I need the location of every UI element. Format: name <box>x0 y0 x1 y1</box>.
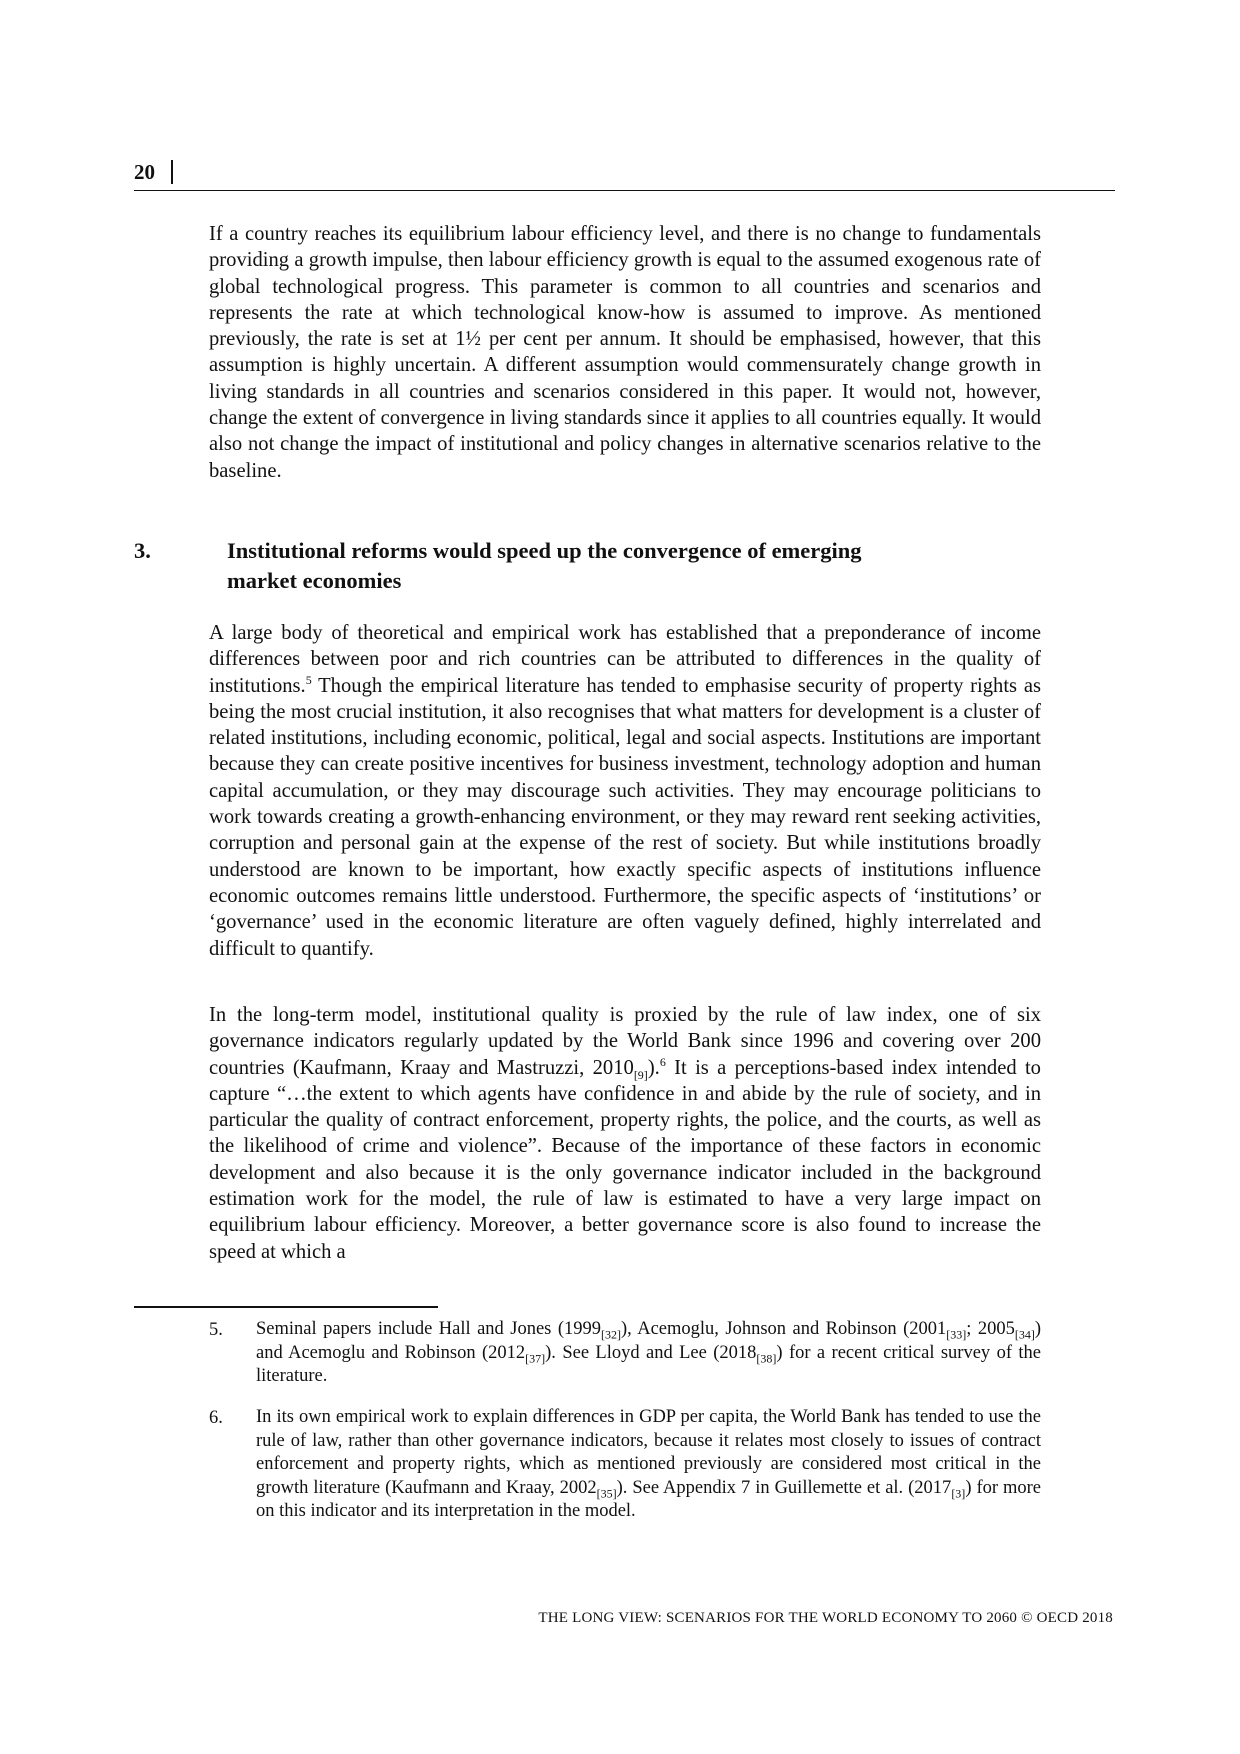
footnote-text: Seminal papers include Hall and Jones (1999 <box>256 1319 601 1339</box>
paragraph-text: Though the empirical literature has tended to emphasise security of property rights as being the most crucial institution, it also recognises that what matters for development is a cluster of related institutions, including economic, political, legal and social aspects. Institutions are important because they can create positive incentives for business investment, technology adoption and human capital accumulation, or they may discourage such activities. They may encourage politicians to work towards creating a growth-enhancing environment, or they may reward rent seeking activities, corruption and personal gain at the expense of the rest of society. But while institutions broadly understood are known to be important, how exactly specific aspects of institutions influence economic outcomes remains little understood. Furthermore, the specific aspects of ‘institutions’ or ‘governance’ used in the economic literature are often vaguely defined, highly interrelated and difficult to quantify. <box>209 674 1041 960</box>
footnote-6-number: 6. <box>209 1408 223 1428</box>
page-number: 20 <box>134 160 155 184</box>
paragraph-text: ). <box>647 1056 660 1079</box>
citation-ref[interactable]: [34] <box>1014 1327 1035 1342</box>
paragraph-text: In the long-term model, institutional quality is proxied by the rule of law index, one of six governance indicators regularly updated by the World Bank since 1996 and covering over 200 countries (Kaufmann, Kraay and Mastruzzi, 2010 <box>209 1004 1041 1079</box>
footnote-5-number: 5. <box>209 1320 223 1340</box>
section-title-line1: Institutional reforms would speed up the convergence of emerging <box>227 538 862 563</box>
paragraph-rule-of-law <box>209 1002 1041 1265</box>
paragraph-labour-efficiency: If a country reaches its equilibrium labour efficiency level, and there is no change to fundamentals providing a growth impulse, then labour efficiency growth is equal to the assumed exogenous rate of global technological progress. This parameter is common to all countries and scenarios and represents the rate at which technological know-how is assumed to improve. As mentioned previously, the rate is set at 1½ per cent per annum. It should be emphasised, however, that this assumption is highly uncertain. A different assumption would commensurately change growth in living standards in all countries and scenarios considered in this paper. It would not, however, change the extent of convergence in living standards since it applies to all countries equally. It would also not change the impact of institutional and policy changes in alternative scenarios relative to the baseline. <box>209 223 1041 482</box>
section-title <box>227 536 987 596</box>
footnote-rule <box>134 1306 438 1308</box>
page-number-divider <box>171 160 173 184</box>
footnote-text: ; 2005 <box>966 1319 1015 1339</box>
citation-ref[interactable]: [38] <box>756 1351 777 1366</box>
footnote-text: ) for a recent critical survey of the literature. <box>256 1342 1041 1386</box>
citation-ref[interactable]: [33] <box>946 1327 967 1342</box>
header-rule <box>134 190 1115 191</box>
paragraph-text: A large body of theoretical and empirical work has established that a preponderance of income differences between poor and rich countries can be attributed to differences in the quality of institutions. <box>209 622 1041 697</box>
footnote-5 <box>256 1318 1041 1389</box>
footnote-ref-6[interactable]: 6 <box>659 1054 666 1069</box>
footnote-text: ) for more on this indicator and its interpretation in the model. <box>256 1477 1042 1521</box>
citation-ref[interactable]: [3] <box>951 1486 966 1501</box>
citation-ref[interactable]: [35] <box>596 1486 617 1501</box>
footnote-text: ) and Acemoglu and Robinson (2012 <box>256 1319 1042 1363</box>
footnote-text: ). See Appendix 7 in Guillemette et al. (2017 <box>616 1477 952 1498</box>
paragraph-text: It is a perceptions-based index intended to capture “…the extent to which agents have confidence in and abide by the rule of society, and in particular the quality of contract enforcement, property rights, the police, and the courts, as well as the likelihood of crime and violence”. Because of the importance of these factors in economic development and also because it is the only governance indicator included in the background estimation work for the model, the rule of law is estimated to have a very large impact on equilibrium labour efficiency. Moreover, a better governance score is also found to increase the speed at which a <box>209 1056 1041 1263</box>
section-number: 3. <box>134 538 151 563</box>
citation-ref[interactable]: [9] <box>633 1067 648 1082</box>
footnote-6 <box>256 1406 1041 1524</box>
citation-ref[interactable]: [32] <box>601 1327 621 1342</box>
footnote-text: ). See Lloyd and Lee (2018 <box>545 1342 757 1363</box>
footnote-ref-5[interactable]: 5 <box>305 672 312 687</box>
paragraph-institutions <box>209 620 1041 962</box>
section-title-line2: market economies <box>227 568 402 593</box>
footnote-text: In its own empirical work to explain differences in GDP per capita, the World Bank has tended to use the rule of law, rather than other governance indicators, because it relates most closely to issues of contract enforcement and property rights, which as mentioned previously are considered most critical in the growth literature (Kaufmann and Kraay, 2002 <box>256 1407 1041 1498</box>
page-footer: THE LONG VIEW: SCENARIOS FOR THE WORLD ECONOMY TO 2060 © OECD 2018 <box>538 1610 1113 1626</box>
citation-ref[interactable]: [37] <box>525 1351 546 1366</box>
footnote-text: ), Acemoglu, Johnson and Robinson (2001 <box>621 1319 947 1339</box>
